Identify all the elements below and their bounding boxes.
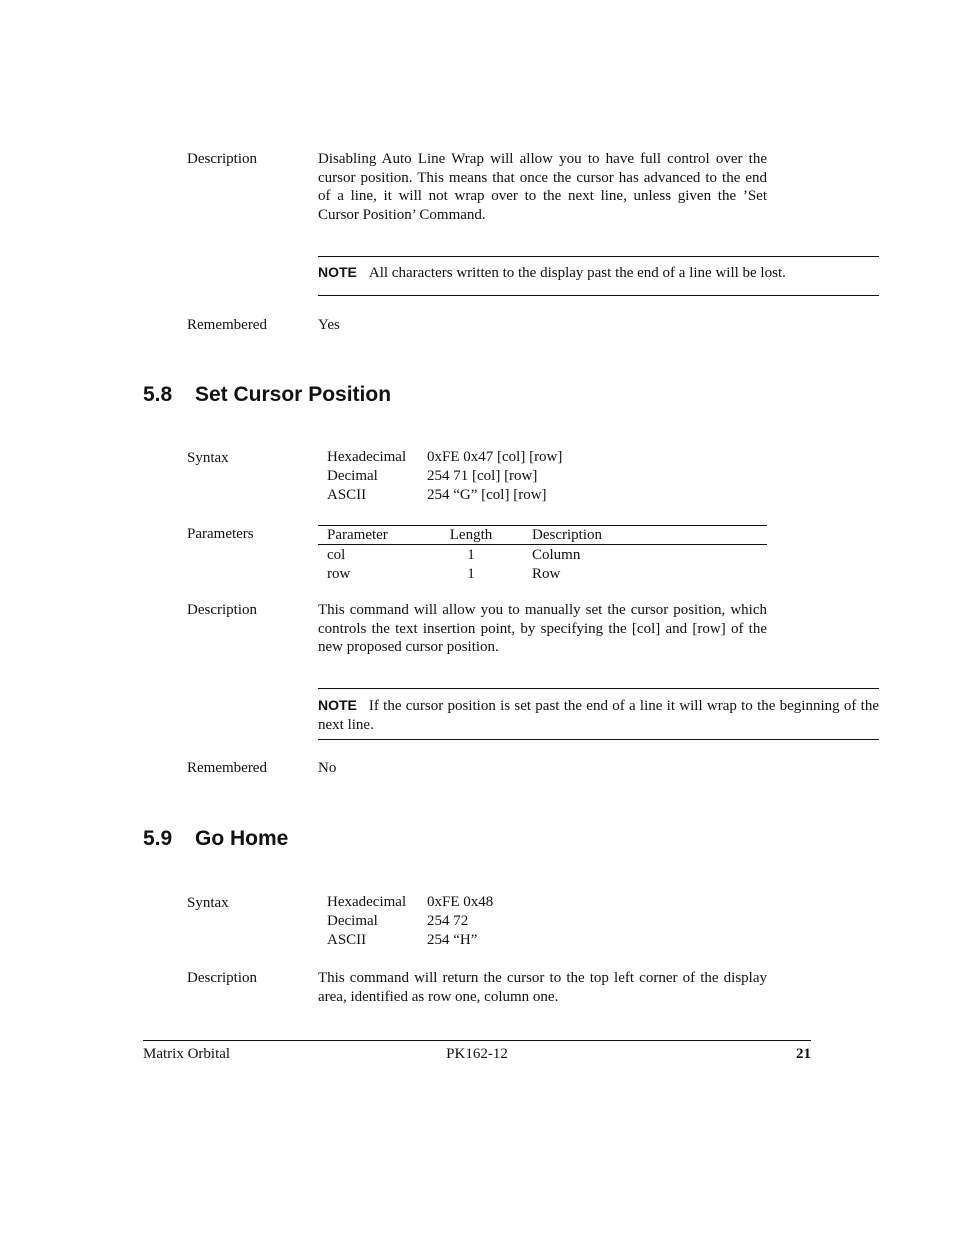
section-number: 5.8: [143, 383, 173, 406]
note-box: [318, 688, 879, 740]
description-label: Description: [187, 151, 257, 167]
section-heading-5-9: [143, 827, 288, 851]
note-top-rule: [318, 688, 879, 689]
note-top-rule: [318, 256, 879, 257]
footer-rule: [143, 1040, 811, 1041]
syntax-value: 254 “G” [col] [row]: [427, 487, 547, 503]
header-parameter: Parameter: [318, 526, 430, 545]
footer-company: Matrix Orbital: [143, 1046, 231, 1062]
section-heading-5-8: [143, 383, 391, 407]
cell-length: 1: [467, 565, 475, 582]
section-title: Set Cursor Position: [195, 383, 392, 406]
syntax-key: Hexadecimal: [327, 894, 407, 910]
note-label: NOTE: [318, 264, 357, 280]
remembered-label: Remembered: [187, 760, 267, 776]
cell-parameter: row: [327, 565, 351, 582]
syntax-value: 254 “H”: [427, 932, 478, 948]
note-bottom-rule: [318, 739, 879, 740]
description-text: This command will allow you to manually set the cursor position, which controls the text insertion point, by specifying the [col] and [row] of the new proposed cursor position.: [318, 602, 767, 655]
note-content: [318, 696, 879, 734]
syntax-label: Syntax: [187, 895, 229, 911]
description-text: Disabling Auto Line Wrap will allow you to have full control over the cursor position. This means that once the cursor has advanced to the end of a line, it will not wrap over to the next line, unless given the ’Set Cursor Position’ Command.: [318, 151, 767, 223]
cell-description: Row: [532, 565, 561, 582]
note-bottom-rule: [318, 295, 879, 296]
note-content: [318, 263, 786, 283]
note-text: If the cursor position is set past the end of a line it will wrap to the beginning of the next line.: [318, 698, 879, 733]
remembered-value: Yes: [318, 317, 340, 333]
parameters-label: Parameters: [187, 526, 254, 542]
description-text: This command will return the cursor to the top left corner of the display area, identified as row one, column one.: [318, 970, 767, 1005]
description-label: Description: [187, 602, 257, 618]
syntax-label: Syntax: [187, 450, 229, 466]
header-description: Description: [512, 526, 767, 545]
header-length: Length: [430, 526, 512, 545]
syntax-key: Decimal: [327, 913, 378, 929]
note-text: All characters written to the display past the end of a line will be lost.: [368, 265, 786, 281]
section-number: 5.9: [143, 827, 173, 850]
cell-parameter: col: [327, 546, 346, 563]
parameters-header-row: [318, 526, 767, 545]
section-title: Go Home: [195, 827, 289, 850]
parameters-table-wrapper: [318, 525, 767, 583]
syntax-key: ASCII: [327, 932, 367, 948]
remembered-label: Remembered: [187, 317, 267, 333]
table-row: [318, 564, 767, 583]
syntax-value: 0xFE 0x47 [col] [row]: [427, 449, 563, 465]
syntax-key: ASCII: [327, 487, 367, 503]
syntax-key: Decimal: [327, 468, 378, 484]
syntax-key: Hexadecimal: [327, 449, 407, 465]
syntax-value: 0xFE 0x48: [427, 894, 494, 910]
note-label: NOTE: [318, 697, 357, 713]
parameters-table: [318, 525, 767, 583]
cell-length: 1: [467, 546, 475, 563]
footer-page-number: 21: [796, 1046, 811, 1062]
syntax-list: [327, 893, 627, 950]
syntax-list: [327, 448, 627, 505]
syntax-value: 254 72: [427, 913, 469, 929]
note-box: [318, 256, 879, 297]
description-label: Description: [187, 970, 257, 986]
cell-description: Column: [532, 546, 581, 563]
syntax-value: 254 71 [col] [row]: [427, 468, 538, 484]
table-row: [318, 545, 767, 565]
footer-model: PK162-12: [446, 1046, 508, 1062]
remembered-value: No: [318, 760, 337, 776]
